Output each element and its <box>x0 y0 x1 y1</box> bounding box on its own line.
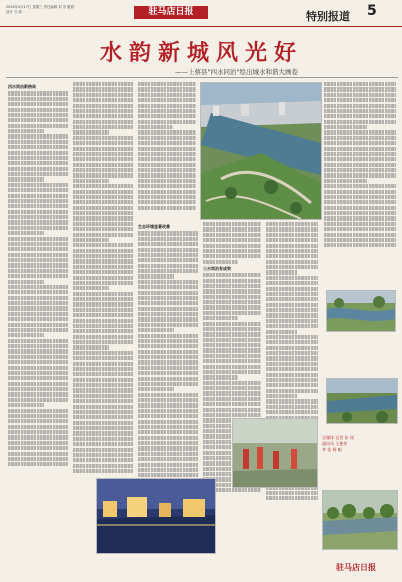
article-column-5 <box>266 222 318 552</box>
subheading-3: 三水同治有成效 <box>203 265 231 271</box>
wetland-photo <box>326 290 396 332</box>
masthead <box>0 0 402 27</box>
paper-logo: 驻马店日报 <box>134 6 208 19</box>
night-river-photo <box>96 478 216 554</box>
subheading-1: 四水同治新格局 <box>8 84 36 89</box>
article-column-1 <box>8 82 68 547</box>
subheading-2: 生态环境显著改善 <box>138 224 170 229</box>
article-column-3 <box>138 82 196 222</box>
article-column-right <box>324 82 396 287</box>
volunteers-photo <box>232 418 318 488</box>
river-park-photo <box>326 378 398 424</box>
date-line: 2024年4月17日 星期三 责任编辑 刘 芳 版面设计 万 鸿 <box>6 5 74 14</box>
tree-lined-river-photo <box>322 490 398 550</box>
section-name: 特别报道 <box>306 10 350 23</box>
footer-brand: 驻马店日报 <box>336 563 376 572</box>
aerial-park-photo <box>200 82 322 220</box>
subheadline: ——上蔡县"四水同治"绘出城水和谐大画卷 <box>175 68 298 76</box>
headline: 水韵新城风光好 <box>100 40 304 66</box>
credit-line-2: 通讯员 王艳侠 <box>322 441 348 446</box>
page-number: 5 <box>367 3 377 19</box>
credit-line-3: 李 佳 杨 帆 <box>322 447 342 452</box>
credit-box <box>322 435 380 453</box>
divider <box>6 77 398 78</box>
credit-line-1: 全媒体 记者 张 瑶 <box>322 435 354 440</box>
